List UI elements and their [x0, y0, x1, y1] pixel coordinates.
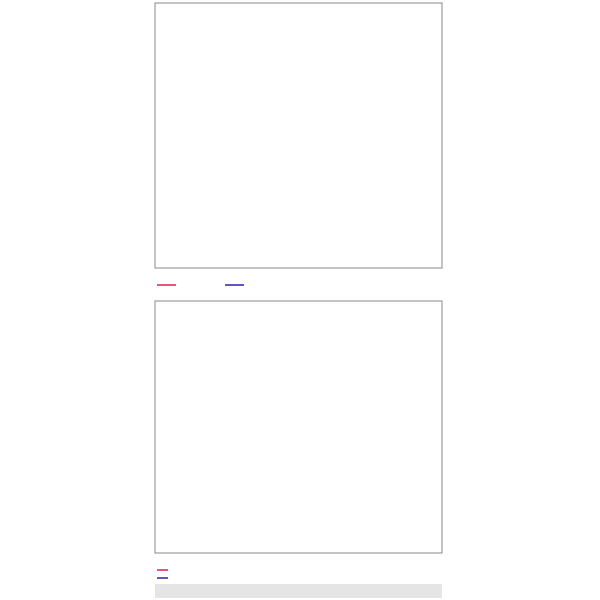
polar-frame [155, 3, 442, 268]
